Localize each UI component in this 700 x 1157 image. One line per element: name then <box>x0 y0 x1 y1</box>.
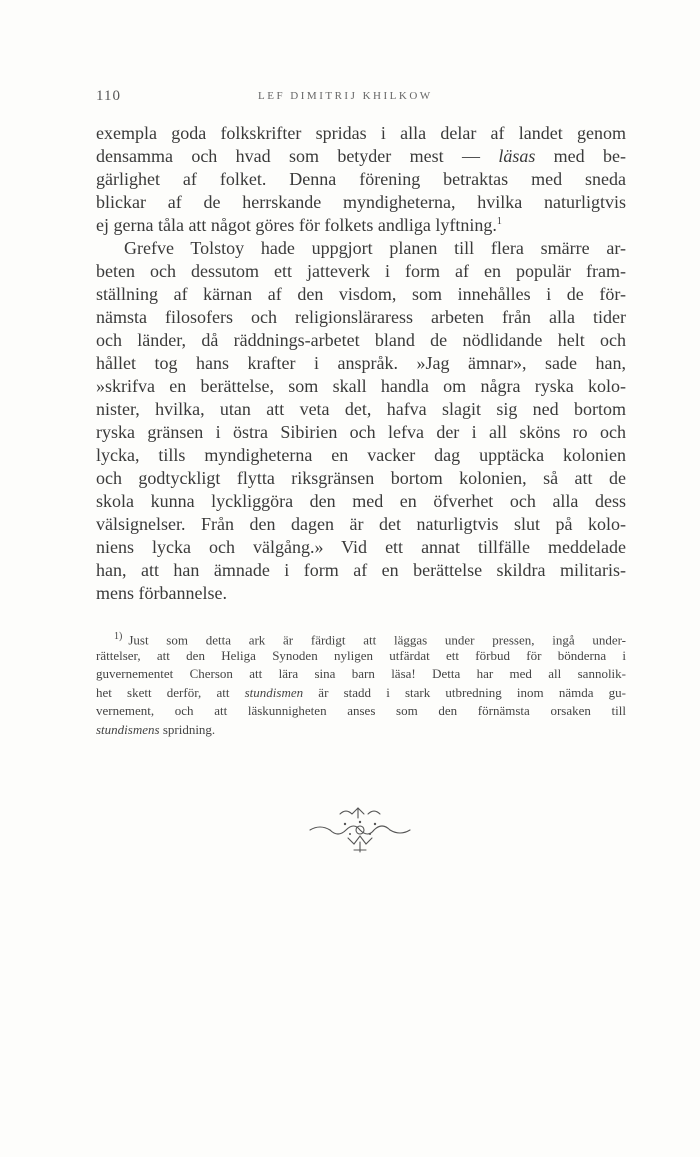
footnote-text-line: het skett derför, att stundismen är stadd i stark utbredning inom nämda gu- <box>96 684 626 700</box>
body-text-line: densamma och hvad som betyder mest — läsas med be- <box>96 146 626 166</box>
footnote-text-line: guvernementet Cherson att lära sina barn läsa! Detta har med all sannolik- <box>96 666 626 681</box>
italic-word: stundismens <box>96 721 160 737</box>
body-text-line: hållet tog hans krafter i anspråk. »Jag ämnar», sade han, <box>96 353 626 373</box>
body-text-line: han, att han ämnade i form af en berättelse skildra militaris- <box>96 560 626 580</box>
body-text-line: nister, hvilka, utan att veta det, hafva slagit sig ned bortom <box>96 399 626 419</box>
body-text-line: ej gerna tåla att något göres för folkets andliga lyftning.$^1$ <box>96 215 502 235</box>
body-text-line: ryska gränsen i östra Sibirien och lefva der i all sköns ro och <box>96 422 626 442</box>
body-text-line: beten och dessutom ett jatteverk i form af en populär fram- <box>96 261 626 281</box>
body-text-line: blickar af de herrskande myndigheterna, hvilka naturligtvis <box>96 192 626 212</box>
page-number: 110 <box>96 88 121 104</box>
footnote-text-line: stundismens spridning. <box>96 721 216 737</box>
italic-word: läsas <box>498 146 536 166</box>
body-text-line: gärlighet af folket. Denna förening betraktas med sneda <box>96 169 626 189</box>
footnote <box>96 628 626 739</box>
footnote-text-line: $^{1)}$ Just som detta ark är färdigt att läggas under pressen, ingå under- <box>114 631 626 647</box>
footnote-marker: 1) <box>114 631 123 642</box>
body-text-line: »skrifva en berättelse, som skall handla om några ryska kolo- <box>96 376 626 396</box>
body-text-line: och godtyckligt flytta riksgränsen bortom kolonien, så att de <box>96 468 626 488</box>
footnote-reference: 1 <box>496 216 502 227</box>
body-text-line: lycka, tills myndigheterna en vacker dag upptäcka kolonien <box>96 445 626 465</box>
body-text-line: niens lycka och välgång.» Vid ett annat tillfälle meddelade <box>96 537 626 557</box>
body-text-line: skola kunna lyckliggöra den med en öfverhet och alla dess <box>96 491 626 511</box>
body-text-line: välsignelser. Från den dagen är det naturligtvis slut på kolo- <box>96 514 626 534</box>
footnote-text-line: rättelser, att den Heliga Synoden nyligen utfärdat ett förbud för bönderna i <box>96 647 626 663</box>
body-text-line: Grefve Tolstoy hade uppgjort planen till flera smärre ar- <box>124 238 626 258</box>
running-title: LEF DIMITRIJ KHILKOW <box>258 90 433 102</box>
main-text <box>96 122 626 605</box>
italic-word: stundismen <box>244 684 304 700</box>
body-text-line: mens förbannelse. <box>96 583 227 603</box>
body-text-line: exempla goda folkskrifter spridas i alla delar af landet genom <box>96 123 626 143</box>
footnote-text-line: vernement, och att läskunnigheten anses som den förnämsta orsaken till <box>96 703 626 718</box>
running-header <box>96 88 626 110</box>
body-text-line: och länder, då räddnings-arbetet bland de nödlidande helt och <box>96 330 626 350</box>
ornament-vignette-icon <box>300 800 420 860</box>
body-text-line: nämsta filosofers och religionsläraress arbeten från alla tider <box>96 307 626 327</box>
body-text-line: ställning af kärnan af den visdom, som innehålles i de för- <box>96 284 626 304</box>
